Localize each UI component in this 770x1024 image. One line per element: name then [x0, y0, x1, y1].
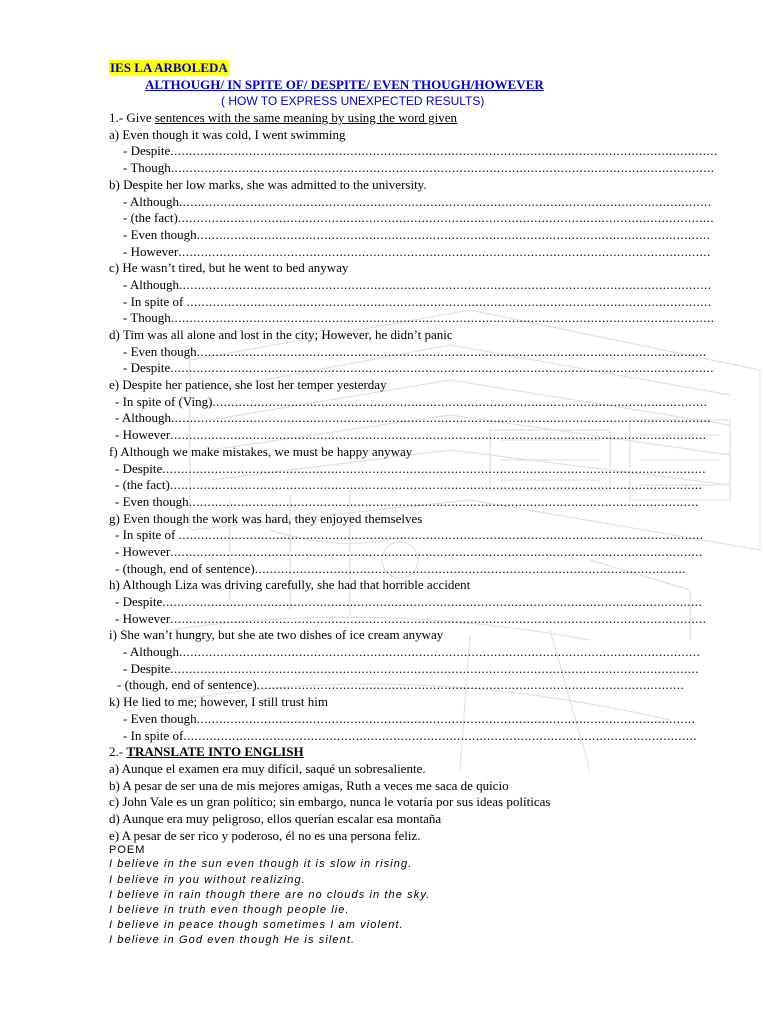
answer-dotted-line[interactable]: ...........................................................................................................................................	[178, 644, 701, 660]
answer-dotted-line[interactable]: .................................................................................................................................................	[170, 160, 715, 176]
answer-line[interactable]	[109, 710, 696, 728]
answer-line[interactable]	[109, 343, 707, 361]
answer-dotted-line[interactable]: ...................................................................................................................	[254, 560, 686, 576]
poem-line: I believe in the sun even though it is slow in rising.	[109, 858, 413, 871]
answer-dotted-line[interactable]: .................................................................................................................................................	[170, 310, 715, 326]
answer-dotted-line[interactable]: ..................................................................................................................	[256, 677, 685, 693]
poem-line: I believe in you without realizing.	[109, 873, 306, 886]
exercise2-heading: 2.- TRANSLATE INTO ENGLISH	[109, 744, 304, 760]
answer-dotted-line[interactable]: ............................................................................................................................................	[178, 527, 704, 543]
answer-line[interactable]	[109, 427, 707, 444]
translation-item: c) John Vale es un gran político; sin embargo, nunca le votaría por sus ideas políticas	[109, 794, 551, 810]
answer-dotted-line[interactable]: ............................................................................................................................................	[186, 293, 712, 309]
answer-prompt: - Even though	[123, 343, 197, 359]
answer-line[interactable]	[109, 460, 707, 478]
answer-prompt: - Even though	[123, 710, 197, 726]
answer-line[interactable]	[109, 226, 711, 244]
answer-prompt: - Although	[115, 410, 171, 426]
answer-prompt: - (though, end of sentence)	[117, 677, 257, 693]
answer-line[interactable]	[109, 543, 703, 561]
answer-prompt: - However	[115, 610, 171, 626]
answer-dotted-line[interactable]: ..............................................................................................................................................	[178, 193, 712, 209]
answer-prompt: - Although	[123, 644, 179, 660]
answer-line[interactable]	[109, 493, 699, 511]
answer-dotted-line[interactable]: ....................................................................................................................................	[212, 393, 708, 409]
answer-line[interactable]	[109, 243, 711, 261]
answer-prompt: - Even though	[123, 226, 197, 242]
answer-dotted-line[interactable]: ..............................................................................................................................................	[170, 543, 703, 559]
answer-line[interactable]	[109, 560, 686, 578]
answer-dotted-line[interactable]: ................................................................................................................................................	[170, 410, 711, 426]
answer-dotted-line[interactable]: ................................................................................................................................................	[162, 594, 703, 609]
answer-dotted-line[interactable]: ..............................................................................................................................................	[178, 243, 711, 259]
exercise1-sentence: g) Even though the work was hard, they enjoyed themselves	[109, 510, 423, 526]
exercise1-sentence: f) Although we make mistakes, we must be happy anyway	[109, 443, 413, 459]
worksheet-content	[109, 60, 718, 948]
answer-prompt: - Despite	[123, 360, 171, 376]
answer-line[interactable]	[109, 677, 685, 694]
exercise1-sentence: e) Despite her patience, she lost her temper yesterday	[109, 377, 387, 393]
answer-prompt: - Although	[123, 276, 179, 292]
answer-prompt: - In spite of	[123, 293, 187, 309]
translation-item: d) Aunque era muy peligroso, ellos querían escalar esa montaña	[109, 810, 442, 826]
poem-line: I believe in peace though sometimes I am violent.	[109, 919, 404, 932]
answer-dotted-line[interactable]: ........................................................................................................................................	[196, 343, 707, 359]
exercise1-items	[109, 126, 718, 744]
exercise1-sentence: b) Despite her low marks, she was admitted to the university.	[109, 176, 427, 192]
answer-line[interactable]	[109, 477, 703, 494]
translation-item: e) A pesar de ser rico y poderoso, él no es una persona feliz.	[109, 827, 421, 843]
answer-dotted-line[interactable]: ..............................................................................................................................................	[169, 477, 703, 493]
poem-heading: POEM	[109, 844, 146, 857]
exercise1-sentence: i) She wan’t hungry, but she ate two dishes of ice cream anyway	[109, 627, 444, 643]
answer-prompt: - Although	[123, 193, 179, 209]
answer-prompt: - Despite	[115, 460, 163, 476]
answer-prompt: - However	[115, 427, 171, 443]
answer-line[interactable]	[109, 393, 708, 411]
answer-prompt: - Despite	[123, 660, 171, 676]
answer-dotted-line[interactable]: .................................................................................................................................................	[170, 360, 715, 376]
answer-prompt: - Though	[123, 310, 171, 326]
exercise1-sentence: k) He lied to me; however, I still trust him	[109, 694, 328, 710]
answer-dotted-line[interactable]: ...............................................................................................................................................	[177, 210, 715, 226]
answer-dotted-line[interactable]: ...............................................................................................................................................	[170, 427, 707, 443]
answer-line[interactable]	[109, 293, 712, 311]
exercise1-sentence: d) Tim was all alone and lost in the city; However, he didn’t panic	[109, 327, 453, 342]
answer-prompt: - Though	[123, 160, 171, 176]
poem-lines	[109, 857, 649, 948]
answer-prompt: - In spite of (Ving)	[115, 393, 213, 409]
answer-line[interactable]	[109, 276, 712, 294]
exercise1-sentence: c) He wasn’t tired, but he went to bed anyway	[109, 260, 349, 276]
answer-line[interactable]	[109, 594, 703, 611]
answer-dotted-line[interactable]: .........................................................................................................................................	[196, 226, 711, 242]
answer-dotted-line[interactable]: ...............................................................................................................................................	[170, 610, 707, 626]
answer-dotted-line[interactable]: ........................................................................................................................................	[188, 493, 699, 509]
answer-line[interactable]	[109, 143, 718, 160]
exercise1-intro: 1.- Give sentences with the same meaning by using the word given	[109, 110, 458, 126]
school-name: IES LA ARBOLEDA	[110, 60, 228, 75]
answer-prompt: - (though, end of sentence)	[115, 560, 255, 576]
poem-line: I believe in God even though He is silent.	[109, 934, 356, 947]
answer-prompt: - (the fact)	[115, 477, 170, 493]
poem-line: I believe in truth even though people lie.	[109, 903, 350, 916]
answer-line[interactable]	[109, 360, 715, 377]
translation-item: a) Aunque el examen era muy difícil, saqué un sobresaliente.	[109, 760, 426, 776]
exercise2-items	[109, 761, 649, 844]
answer-prompt: - However	[115, 543, 171, 559]
answer-line[interactable]	[109, 610, 707, 628]
answer-prompt: - Despite	[115, 594, 163, 609]
answer-line[interactable]	[109, 160, 715, 177]
answer-dotted-line[interactable]: ..................................................................................................................................................	[170, 143, 718, 159]
answer-dotted-line[interactable]: .............................................................................................................................................	[170, 660, 700, 676]
translation-item: b) A pesar de ser una de mis mejores amigas, Ruth a veces me saca de quicio	[109, 777, 509, 793]
exercise1-sentence: h) Although Liza was driving carefully, she had that horrible accident	[109, 577, 471, 593]
answer-line[interactable]	[109, 310, 715, 327]
answer-line[interactable]	[109, 644, 701, 661]
answer-prompt: - However	[123, 243, 179, 259]
worksheet-title: ALTHOUGH/ IN SPITE OF/ DESPITE/ EVEN THOUGH/HOWEVER	[145, 76, 544, 92]
answer-line[interactable]	[109, 527, 704, 544]
answer-line[interactable]	[109, 210, 715, 227]
answer-dotted-line[interactable]: ..............................................................................................................................................	[178, 276, 712, 292]
answer-prompt: - (the fact)	[123, 210, 178, 226]
answer-dotted-line[interactable]: .........................................................................................................................................	[183, 727, 698, 743]
poem-line: I believe in rain though there are no clouds in the sky.	[109, 888, 431, 901]
exercise1-sentence: a) Even though it was cold, I went swimming	[109, 126, 346, 142]
answer-dotted-line[interactable]: .................................................................................................................................................	[162, 460, 707, 476]
answer-prompt: - Despite	[123, 143, 171, 159]
answer-dotted-line[interactable]: .....................................................................................................................................	[196, 710, 696, 726]
answer-line[interactable]	[109, 660, 700, 678]
worksheet-subtitle: ( HOW TO EXPRESS UNEXPECTED RESULTS)	[221, 94, 485, 109]
answer-prompt: - In spite of	[115, 527, 179, 543]
answer-line[interactable]	[109, 727, 698, 745]
answer-line[interactable]	[109, 193, 712, 211]
answer-prompt: - In spite of	[123, 727, 184, 743]
answer-line[interactable]	[109, 410, 711, 427]
answer-prompt: - Even though	[115, 493, 189, 509]
